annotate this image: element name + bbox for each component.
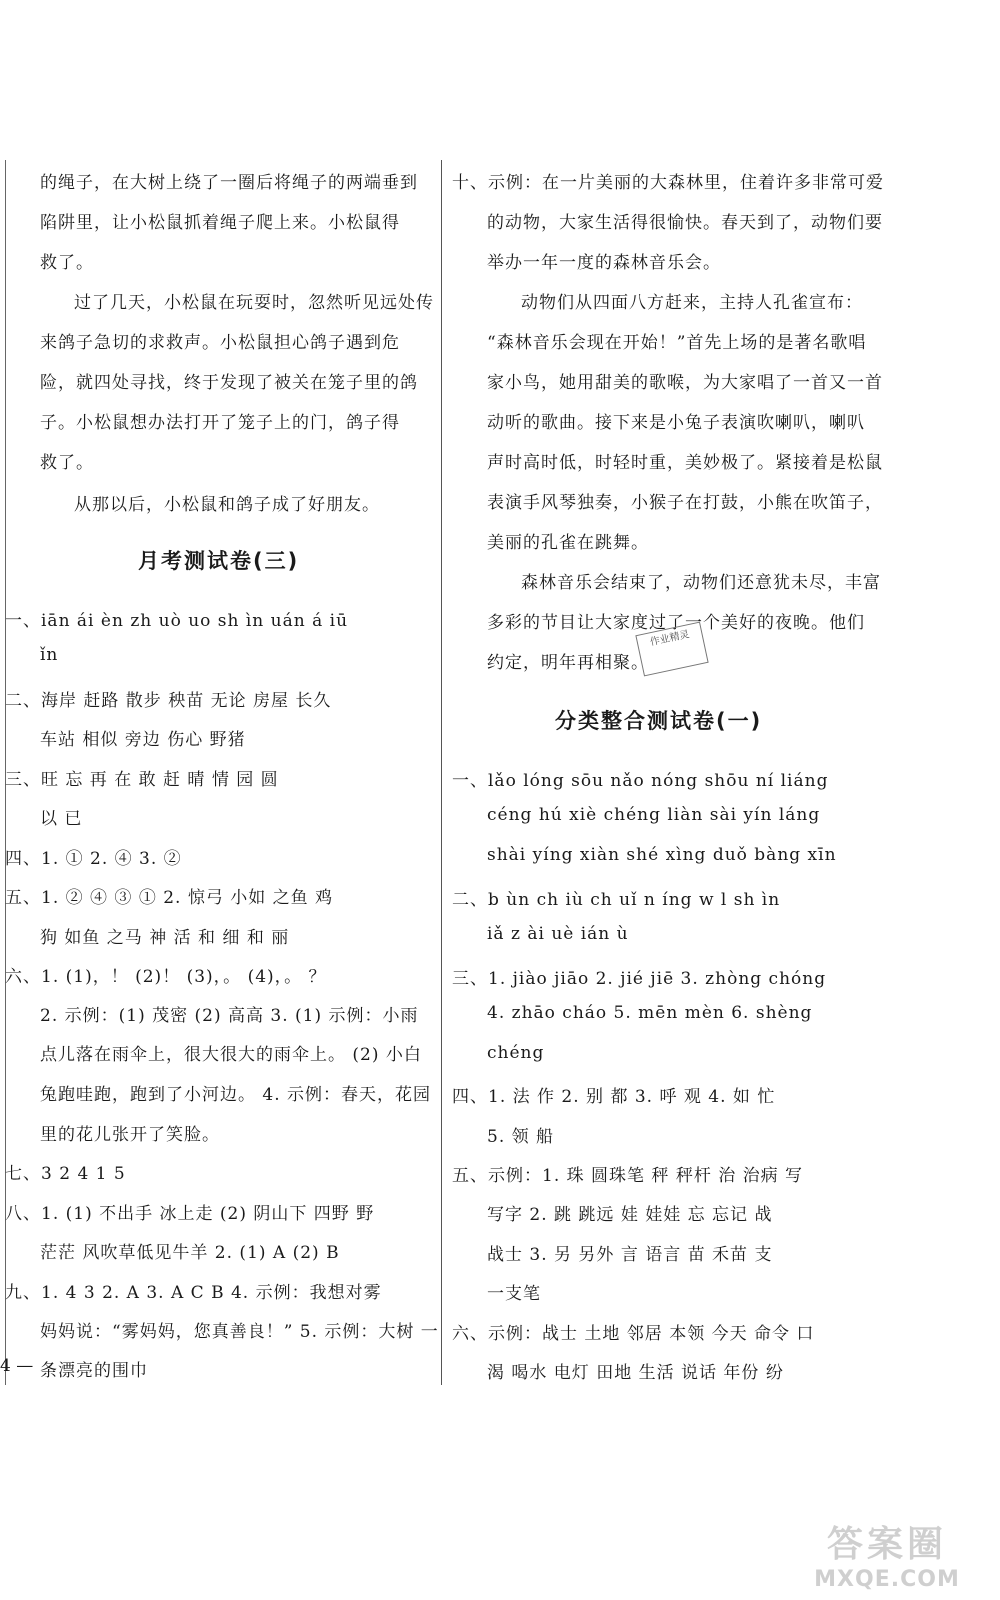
text-line: 救了。 <box>40 453 94 473</box>
text-line: 动物们从四面八方赶来，主持人孔雀宣布： <box>521 293 863 313</box>
answer-line: 四、1. 法 作 2. 别 都 3. 呼 观 4. 如 忙 <box>452 1087 776 1107</box>
text-line: 陷阱里，让小松鼠抓着绳子爬上来。小松鼠得 <box>40 213 400 233</box>
answer-line: 一支笔 <box>487 1284 541 1304</box>
text-line: 举办一年一度的森林音乐会。 <box>487 253 721 273</box>
text-line: 从那以后，小松鼠和鸽子成了好朋友。 <box>74 495 380 515</box>
answer-line: 妈妈说：“雾妈妈，您真善良！” 5. 示例：大树 一 <box>40 1322 439 1342</box>
answer-line: 五、1. ② ④ ③ ① 2. 惊弓 小如 之鱼 鸡 <box>5 888 334 908</box>
answer-line: 5. 领 船 <box>487 1127 555 1147</box>
answer-line: 三、旺 忘 再 在 敢 赶 晴 情 园 圆 <box>5 770 279 790</box>
answer-line: 里的花儿张开了笑脸。 <box>40 1125 220 1145</box>
text-line: 救了。 <box>40 253 94 273</box>
answer-line: shài yíng xiàn shé xìng duǒ bàng xīn <box>487 845 837 865</box>
answer-line: 茫茫 风吹草低见牛羊 2. (1) A (2) B <box>40 1243 340 1263</box>
text-line: 美丽的孔雀在跳舞。 <box>487 533 649 553</box>
answer-line: 条漂亮的围巾 <box>40 1361 148 1381</box>
text-line: 子。小松鼠想办法打开了笼子上的门，鸽子得 <box>40 413 400 433</box>
text-line: 的绳子，在大树上绕了一圈后将绳子的两端垂到 <box>40 173 418 193</box>
answer-line: 兔跑哇跑，跑到了小河边。 4. 示例：春天，花园 <box>40 1085 432 1105</box>
text-line: 动听的歌曲。接下来是小兔子表演吹喇叭，喇叭 <box>487 413 865 433</box>
page-footer <box>0 1356 33 1376</box>
text-line: “森林音乐会现在开始！”首先上场的是著名歌唱 <box>487 333 867 353</box>
text-line: 的动物，大家生活得很愉快。春天到了，动物们要 <box>487 213 883 233</box>
answer-line: 二、b ùn ch iù ch uǐ n íng w l sh ìn <box>452 890 781 910</box>
answer-line: 一、iān ái èn zh uò uo sh ìn uán á iū <box>5 611 349 631</box>
text-line: 过了几天，小松鼠在玩耍时，忽然听见远处传 <box>74 293 434 313</box>
answer-line: 八、1. (1) 不出手 冰上走 (2) 阴山下 四野 野 <box>5 1204 375 1224</box>
answer-line: 渴 喝水 电灯 田地 生活 说话 年份 纷 <box>487 1363 784 1383</box>
section-title: 月考测试卷(三) <box>138 549 300 573</box>
answer-line: iǎ z ài uè ián ù <box>487 924 629 944</box>
answer-line: 七、3 2 4 1 5 <box>5 1164 126 1184</box>
column-divider <box>441 160 442 1385</box>
answer-line: 点儿落在雨伞上，很大很大的雨伞上。 (2) 小白 <box>40 1045 422 1065</box>
page-number: 4 <box>0 1356 11 1376</box>
watermark-text: 答案圈 <box>826 1524 947 1565</box>
answer-line: 六、1. (1)，！ (2)！ (3)，。 (4)，。 ？ <box>5 967 327 987</box>
answer-line: 以 已 <box>40 809 83 829</box>
answer-line: 一、lǎo lóng sōu nǎo nóng shōu ní liáng <box>452 771 829 791</box>
text-line: 多彩的节目让大家度过了一个美好的夜晚。他们 <box>487 613 865 633</box>
answer-line: 狗 如鱼 之马 神 活 和 细 和 丽 <box>40 928 290 948</box>
watermark-url: MXQE.COM <box>814 1567 960 1592</box>
answer-line: 三、1. jiào jiāo 2. jié jiē 3. zhòng chóng <box>452 969 827 989</box>
answer-line: chéng <box>487 1043 545 1063</box>
text-line: 十、示例：在一片美丽的大森林里，住着许多非常可爱 <box>452 173 884 193</box>
section-title: 分类整合测试卷(一) <box>555 709 763 733</box>
stamp-logo: 作业精灵 <box>635 622 708 677</box>
text-line: 险，就四处寻找，终于发现了被关在笼子里的鸽 <box>40 373 418 393</box>
answer-line: 六、示例：战士 土地 邻居 本领 今天 命令 口 <box>452 1324 815 1344</box>
text-line: 来鸽子急切的求救声。小松鼠担心鸽子遇到危 <box>40 333 400 353</box>
footer-dash: — <box>16 1356 34 1376</box>
text-line: 森林音乐会结束了，动物们还意犹未尽，丰富 <box>521 573 881 593</box>
answer-line: céng hú xiè chéng liàn sài yín láng <box>487 805 821 825</box>
answer-line: 写字 2. 跳 跳远 娃 娃娃 忘 忘记 战 <box>487 1205 773 1225</box>
answer-line: 五、示例：1. 珠 圆珠笔 秤 秤杆 治 治病 写 <box>452 1166 804 1186</box>
answer-line: 4. zhāo cháo 5. mēn mèn 6. shèng <box>487 1003 813 1023</box>
text-line: 约定，明年再相聚。 <box>487 653 649 673</box>
answer-line: 二、海岸 赶路 散步 秧苗 无论 房屋 长久 <box>5 691 332 711</box>
answer-line: ǐn <box>40 645 59 665</box>
answer-line: 战士 3. 另 另外 言 语言 苗 禾苗 支 <box>487 1245 773 1265</box>
answer-line: 九、1. 4 3 2. A 3. A C B 4. 示例：我想对雾 <box>5 1283 382 1303</box>
answer-line: 2. 示例：(1) 茂密 (2) 高高 3. (1) 示例：小雨 <box>40 1006 419 1026</box>
watermark-logo <box>792 1516 982 1592</box>
text-line: 声时高时低，时轻时重，美妙极了。紧接着是松鼠 <box>487 453 883 473</box>
text-line: 家小鸟，她用甜美的歌喉，为大家唱了一首又一首 <box>487 373 883 393</box>
answer-line: 四、1. ① 2. ④ 3. ② <box>5 849 182 869</box>
answer-line: 车站 相似 旁边 伤心 野猪 <box>40 730 246 750</box>
text-line: 表演手风琴独奏，小猴子在打鼓，小熊在吹笛子， <box>487 493 883 513</box>
